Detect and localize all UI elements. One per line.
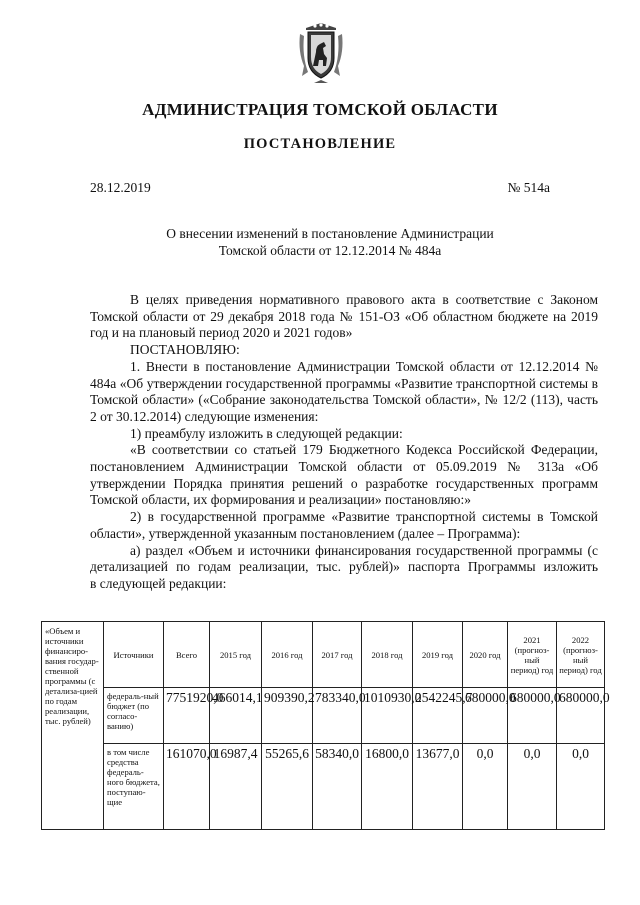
table-lead-cell: «Объем и источники финансиро-вания государ-ственной программы (с детализа-цией по годам реализации, тыс. рублей) <box>42 622 104 830</box>
table-cell: 58340,0 <box>313 744 362 830</box>
table-cell: 0,0 <box>508 744 557 830</box>
document-subject <box>150 225 510 259</box>
paragraph-item-1: 1. Внести в постановление Администрации Томской области от 12.12.2014 № 484а «Об утверждении государственной программы «Развитие транспортной системы в Томской области» («Собрание законодательства Томской области», № 12/2 (113), часть 2 от 30.12.2014) следующие изменения: <box>90 358 598 424</box>
table-header-cell: 2015 год <box>210 622 262 688</box>
coat-of-arms-icon <box>298 22 344 84</box>
document-date: 28.12.2019 <box>90 180 151 195</box>
table-cell: 680000,0 <box>557 688 605 744</box>
table-cell: 1010930,0 <box>362 688 413 744</box>
table-header-cell: 2020 год <box>463 622 508 688</box>
table-cell: 466014,1 <box>210 688 262 744</box>
paragraph-subitem-1: 1) преамбулу изложить в следующей редакции: <box>130 425 403 441</box>
table-header-cell: 2017 год <box>313 622 362 688</box>
table-header-cell: Всего <box>164 622 210 688</box>
paragraph-resolve: ПОСТАНОВЛЯЮ: <box>130 342 240 358</box>
paragraph-subitem-a-end: в следующей редакции: <box>90 575 227 591</box>
table-cell: 7751920,0 <box>164 688 210 744</box>
funding-table <box>41 621 610 830</box>
table-header-cell: 2021 (прогноз-ный период) год <box>508 622 557 688</box>
table-cell-source: федераль-ный бюджет (по согласо-ванию) <box>104 688 164 744</box>
table-cell: 16800,0 <box>362 744 413 830</box>
table-cell: 783340,0 <box>313 688 362 744</box>
subject-line-1: О внесении изменений в постановление Администрации <box>166 226 494 241</box>
table-cell: 680000,0 <box>508 688 557 744</box>
paragraph-quote: «В соответствии со статьей 179 Бюджетного Кодекса Российской Федерации, постановлением Администрации Томской области от 05.09.2019 № 313а «Об утверждении Порядка принятия решений о разработке государственных программ Томской области, их формирования и реализации» постановляю:» <box>90 442 598 508</box>
table-cell: 680000,0 <box>463 688 508 744</box>
table-header-cell: 2016 год <box>262 622 313 688</box>
table-cell-source: в том числе средства федераль-ного бюджета, поступаю-щие <box>104 744 164 830</box>
document-number: № 514а <box>507 180 550 195</box>
table-cell: 909390,2 <box>262 688 313 744</box>
paragraph-subitem-a: а) раздел «Объем и источники финансирования государственной программы (с детализацией по годам реализации, тыс. рублей)» паспорта Программы изложить <box>90 542 598 575</box>
table-cell: 161070,0 <box>164 744 210 830</box>
table-row <box>42 688 605 744</box>
table-cell: 2542245,7 <box>413 688 463 744</box>
subject-line-2: Томской области от 12.12.2014 № 484а <box>218 243 442 258</box>
table-cell: 0,0 <box>557 744 605 830</box>
table-header-cell: 2019 год <box>413 622 463 688</box>
table-cell: 0,0 <box>463 744 508 830</box>
table-cell: 13677,0 <box>413 744 463 830</box>
paragraph-preamble: В целях приведения нормативного правового акта в соответствие с Законом Томской области от 29 декабря 2018 года № 151-ОЗ «Об областном бюджете на 2019 год и на плановый период 2020 и 2021 годов» <box>90 292 598 341</box>
organization-title: АДМИНИСТРАЦИЯ ТОМСКОЙ ОБЛАСТИ <box>142 100 498 119</box>
table-row <box>42 744 605 830</box>
paragraph-subitem-2: 2) в государственной программе «Развитие транспортной системы в Томской области», утвержденной указанным постановлением (далее – Программа): <box>90 509 598 541</box>
table-cell: 55265,6 <box>262 744 313 830</box>
table-header-cell: Источники <box>104 622 164 688</box>
document-body <box>90 292 598 593</box>
table-header-cell: 2022 (прогноз-ный период) год <box>557 622 605 688</box>
table-header-row <box>42 622 605 688</box>
table-header-cell: 2018 год <box>362 622 413 688</box>
table-cell: 16987,4 <box>210 744 262 830</box>
document-type: ПОСТАНОВЛЕНИЕ <box>243 136 397 152</box>
